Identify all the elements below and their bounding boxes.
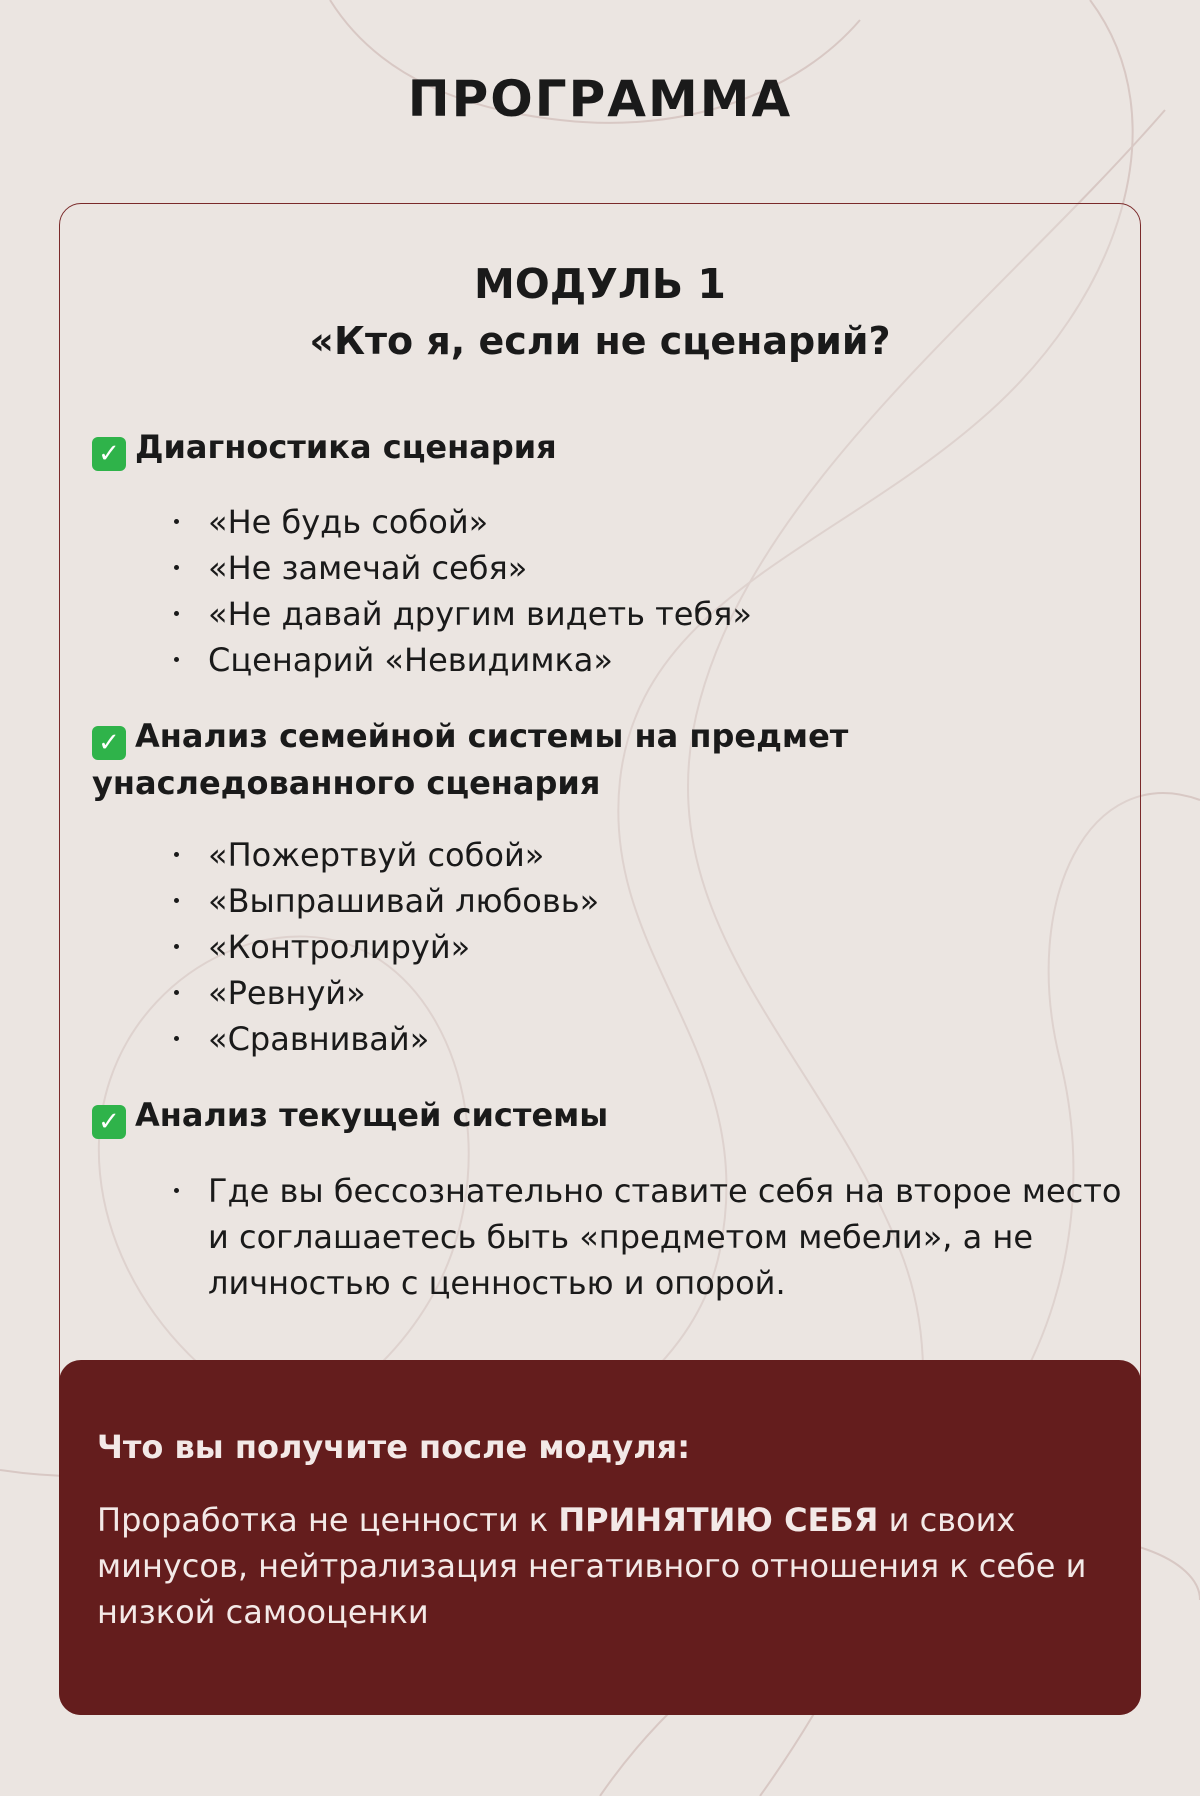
bullet-icon [174,944,179,949]
check-mark-icon: ✓ [92,1105,126,1139]
list-item-text: «Не будь собой» [208,503,489,541]
list-item [148,499,1148,545]
section-heading-text: Диагностика сценария [135,428,557,466]
list-item [148,1016,1148,1062]
module-title: МОДУЛЬ 1 [474,260,726,308]
current-system-list [148,1168,1128,1306]
bullet-icon [174,519,179,524]
family-system-list [148,832,1148,1062]
bullet-icon [174,1036,179,1041]
list-item [148,637,1148,683]
list-item-text: «Не замечай себя» [208,549,528,587]
bullet-icon [174,990,179,995]
page-title: ПРОГРАММА [407,70,793,128]
module-subtitle: «Кто я, если не сценарий? [309,319,891,363]
list-item-text: Сценарий «Невидимка» [208,641,613,679]
bullet-icon [174,852,179,857]
module-header [60,256,1140,370]
list-item [148,832,1148,878]
check-mark-icon: ✓ [92,726,126,760]
check-mark-icon: ✓ [92,437,126,471]
section-heading-text: унаследованного сценария [92,764,601,802]
bullet-icon [174,1188,179,1193]
bullet-icon [174,611,179,616]
list-item-text: «Выпрашивай любовь» [208,882,600,920]
result-text [97,1497,1097,1635]
list-item [148,970,1148,1016]
diagnostics-list [148,499,1148,683]
list-item [148,878,1148,924]
list-item-text: «Не давай другим видеть тебя» [208,595,752,633]
list-item-text: «Контролируй» [208,928,471,966]
list-item [148,545,1148,591]
list-item [148,1168,1128,1306]
list-item [148,924,1148,970]
list-item-text: «Ревнуй» [208,974,366,1012]
bullet-icon [174,898,179,903]
result-text-part: и своих минусов, нейтрализация негативного отношения к себе и низкой самооценки [97,1501,1087,1631]
list-item-text: «Пожертвуй собой» [208,836,545,874]
bullet-icon [174,565,179,570]
section-heading-text: Анализ семейной системы на предмет [135,717,849,755]
list-item-text: Где вы бессознательно ставите себя на второе место и соглашаетесь быть «предметом мебели», а не личностью с ценностью и опорой. [208,1172,1122,1302]
section-heading-text: Анализ текущей системы [135,1096,609,1134]
result-text-part: Проработка не ценности к [97,1501,559,1539]
list-item [148,591,1148,637]
section-heading-diagnostics [92,424,1112,471]
result-title: Что вы получите после модуля: [97,1428,690,1466]
result-text-highlight: ПРИНЯТИЮ СЕБЯ [558,1501,879,1539]
bullet-icon [174,657,179,662]
result-box [59,1360,1141,1715]
list-item-text: «Сравнивай» [208,1020,430,1058]
section-heading-current-system [92,1092,1112,1139]
section-heading-family-system [92,713,1112,807]
